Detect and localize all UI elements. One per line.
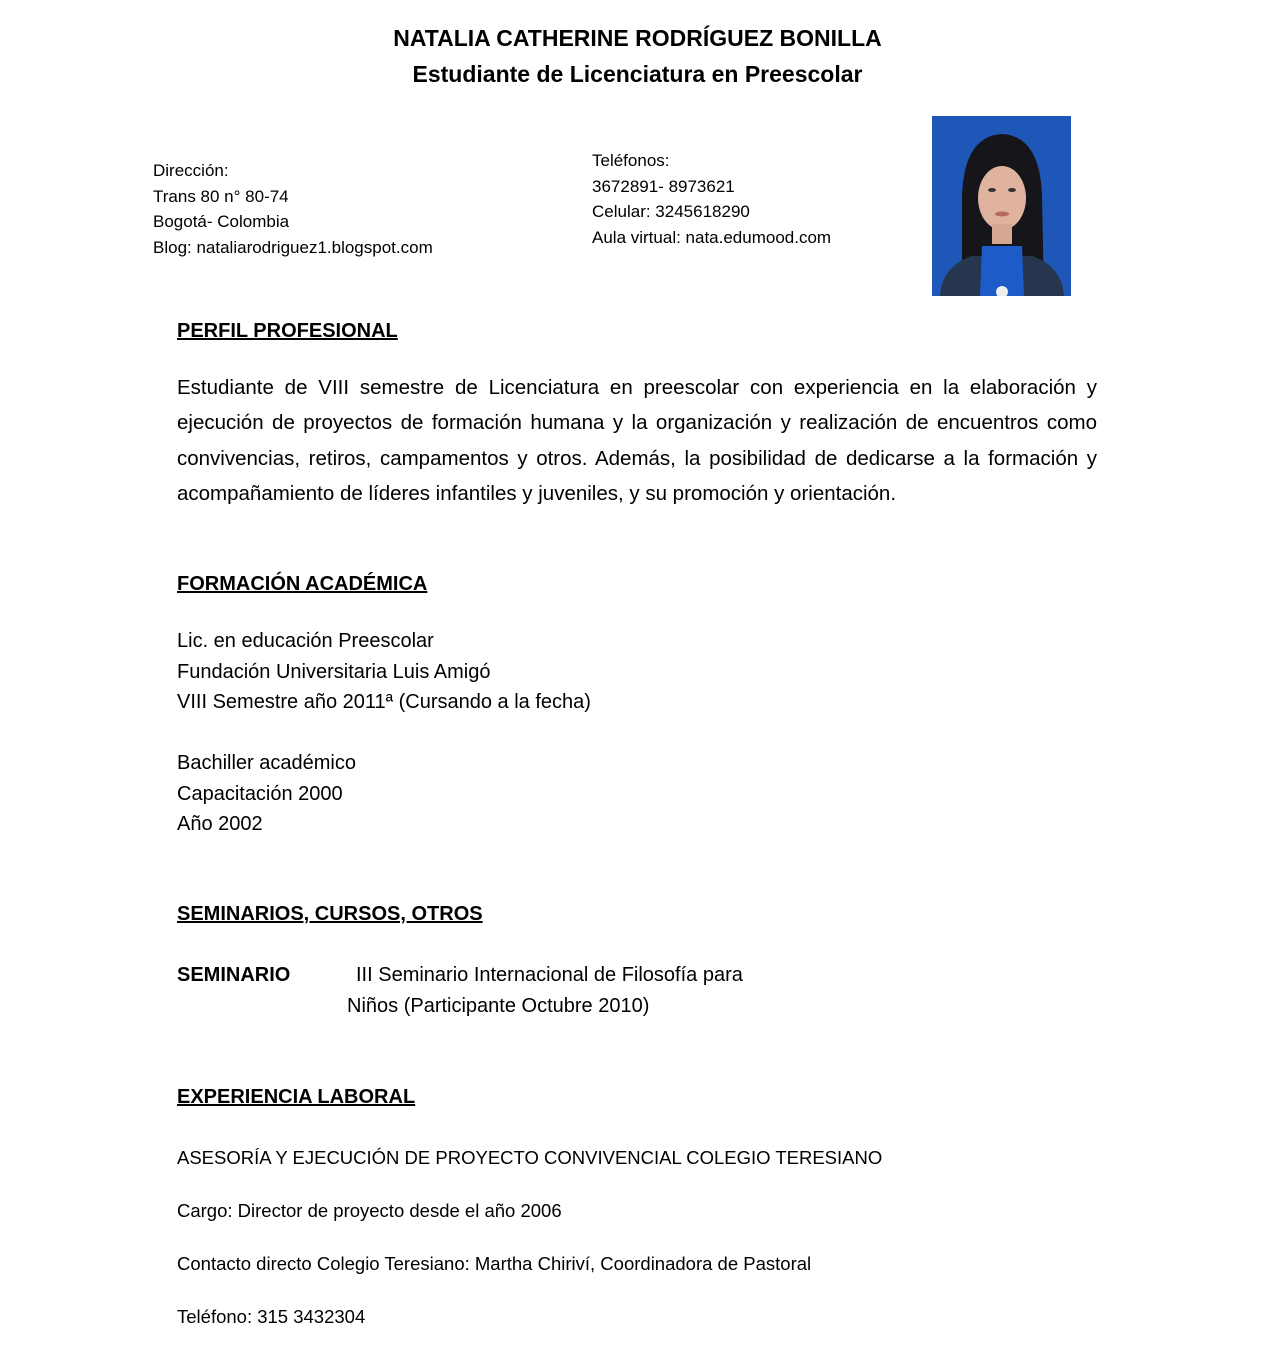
education-heading: FORMACIÓN ACADÉMICA: [177, 573, 428, 595]
profile-heading: PERFIL PROFESIONAL: [177, 320, 398, 342]
education-entry: [177, 626, 591, 718]
seminars-heading: SEMINARIOS, CURSOS, OTROS: [177, 903, 483, 925]
candidate-subtitle: Estudiante de Licenciatura en Preescolar: [412, 61, 863, 87]
experience-item: Contacto directo Colegio Teresiano: Martha Chiriví, Coordinadora de Pastoral: [177, 1253, 812, 1274]
candidate-name: NATALIA CATHERINE RODRÍGUEZ BONILLA: [393, 25, 882, 51]
phone-numbers: 3672891- 8973621: [592, 176, 735, 196]
experience-item: ASESORÍA Y EJECUCIÓN DE PROYECTO CONVIVENCIAL COLEGIO TERESIANO: [177, 1147, 883, 1168]
degree: Bachiller académico: [177, 752, 356, 774]
virtual-classroom: Aula virtual: nata.edumood.com: [592, 227, 832, 247]
seminar-label: SEMINARIO: [177, 964, 291, 986]
address-city: Bogotá- Colombia: [153, 212, 290, 231]
seminar-line1: III Seminario Internacional de Filosofía para: [356, 964, 743, 986]
institution: Fundación Universitaria Luis Amigó: [177, 660, 491, 683]
experience-item: Cargo: Director de proyecto desde el año 2006: [177, 1200, 562, 1221]
address-street: Trans 80 n° 80-74: [153, 186, 289, 206]
period: VIII Semestre año 2011ª (Cursando a la fecha): [177, 691, 591, 714]
mobile-number: Celular: 3245618290: [592, 202, 750, 221]
address-label: Dirección:: [153, 161, 229, 180]
experience-heading: EXPERIENCIA LABORAL: [177, 1086, 416, 1108]
address-block: [153, 158, 433, 260]
profile-text: Estudiante de VIII semestre de Licenciatura en preescolar con experiencia en la elaboración y ejecución de proyectos de formación humana y la organización y realización de encuentros como convivencias, retiros, campamentos y otros. Además, la posibilidad de dedicarse a la formación y acompañamiento de líderes infantiles y juveniles, y su promoción y orientación.: [177, 376, 1097, 505]
phone-block: [592, 148, 831, 250]
education-entry: [177, 748, 356, 840]
phones-label: Teléfonos:: [592, 151, 670, 170]
blog-link: Blog: nataliarodriguez1.blogspot.com: [153, 237, 433, 257]
profile-photo: [932, 116, 1071, 296]
degree: Lic. en educación Preescolar: [177, 630, 434, 652]
experience-item: Teléfono: 315 3432304: [177, 1306, 366, 1327]
seminar-line2: Niños (Participante Octubre 2010): [347, 995, 650, 1017]
period: Año 2002: [177, 813, 263, 836]
institution: Capacitación 2000: [177, 782, 343, 805]
